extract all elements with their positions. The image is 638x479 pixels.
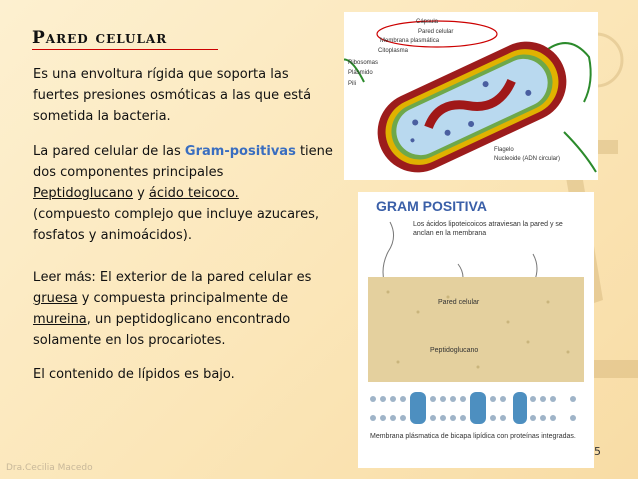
label-citoplasma: Citoplasma <box>378 48 409 54</box>
slide-title: Pared celular <box>32 28 168 48</box>
bacteria-cell-diagram <box>344 12 598 180</box>
gram-positive-term: Gram-positivas <box>184 144 296 159</box>
lipid-bilayer <box>368 392 584 424</box>
teicoic-label: Los ácidos lipoteicoicos atraviesan la pared y se anclan en la membrana <box>413 221 563 237</box>
conjunction-text: y <box>132 186 149 201</box>
compuesto-text: (compuesto complejo que incluye azucares, fosfatos y animoácidos). <box>33 207 320 243</box>
leer-mas-label[interactable]: Leer más <box>33 268 92 284</box>
membrana-label: Membrana plásmatica de bicapa lipídica con proteínas integradas. <box>370 433 576 440</box>
gram-text-post: tiene dos componentes principales <box>33 144 333 180</box>
label-plasmido: Plásmido <box>348 70 373 76</box>
label-pili: Pili <box>348 81 357 87</box>
leer-text-2: y compuesta principalmente de <box>77 291 289 306</box>
peptidoglucano-link[interactable]: Peptidoglucano <box>33 186 133 201</box>
gruesa-link[interactable]: gruesa <box>33 291 78 306</box>
lipidos-paragraph: El contenido de lípidos es bajo. <box>33 367 235 382</box>
leer-text-1: : El exterior de la pared celular es <box>91 270 312 285</box>
label-membrana: Membrana plasmática <box>380 38 440 44</box>
mureina-link[interactable]: mureina <box>33 312 87 327</box>
leer-text-3: , un peptidoglicano encontrado solamente en los procariotes. <box>33 312 291 348</box>
label-capsula: Cápsula <box>416 19 439 25</box>
gram-diagram-title: GRAM POSITIVA <box>376 198 487 214</box>
label-ribosomas: Ribosomas <box>348 60 379 66</box>
label-nucleoide: Nucleoide (ADN circular) <box>494 156 561 162</box>
gram-paragraph <box>33 141 333 246</box>
intro-paragraph: Es una envoltura rígida que soporta las fuertes presiones osmóticas a las que está sometida la bacteria. <box>33 67 312 124</box>
gram-text-pre: La pared celular de las <box>33 144 185 159</box>
label-pared-celular: Pared celular <box>418 29 454 35</box>
acido-teicoco-link[interactable]: ácido teicoco. <box>148 186 239 201</box>
title-underline <box>32 49 218 50</box>
gram-positive-diagram <box>358 192 594 468</box>
pared-label: Pared celular <box>438 299 480 306</box>
label-flagelo: Flagelo <box>494 147 514 153</box>
peptido-label: Peptidoglucano <box>430 347 479 354</box>
page-number: 5 <box>594 445 601 458</box>
footer-author: Dra.Cecilia Macedo <box>6 463 93 473</box>
leer-mas-paragraph <box>33 266 343 351</box>
